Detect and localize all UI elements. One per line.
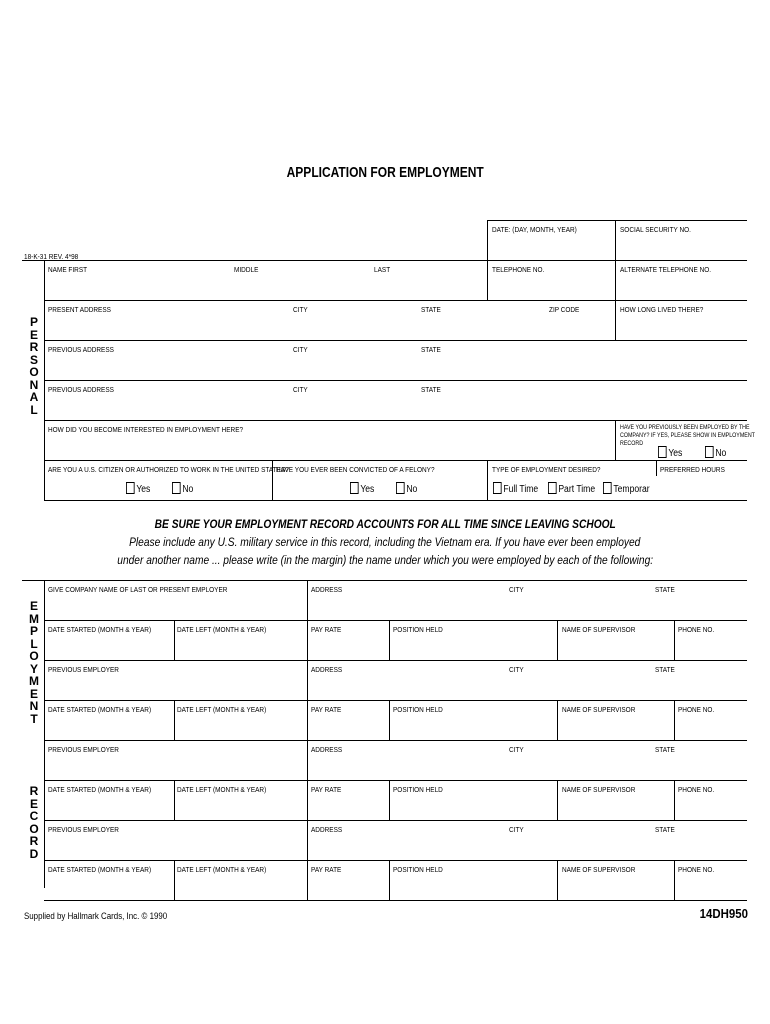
rule: [307, 620, 308, 660]
rule: [557, 860, 558, 900]
preferred-hours-field[interactable]: [659, 476, 746, 498]
present-address-field[interactable]: [47, 314, 613, 339]
sidebar-letter: T: [30, 711, 38, 726]
record-sidebar: [27, 785, 41, 860]
sidebar-letter: O: [29, 821, 39, 836]
checkbox-icon: [603, 482, 612, 494]
form-title: APPLICATION FOR EMPLOYMENT: [286, 164, 484, 181]
date-label: DATE: (DAY, MONTH, YEAR): [492, 225, 577, 234]
sidebar-letter: L: [30, 402, 38, 417]
supervisor-field[interactable]: [561, 794, 671, 819]
part-time-checkbox[interactable]: Part Time: [548, 482, 595, 496]
notice-heading: BE SURE YOUR EMPLOYMENT RECORD ACCOUNTS FOR ALL TIME SINCE LEAVING SCHOOL: [154, 517, 616, 531]
city-label: CITY: [293, 385, 308, 394]
rule: [44, 300, 747, 301]
phone-field[interactable]: [677, 794, 744, 819]
rule: [656, 460, 657, 476]
city-label: CITY: [509, 825, 524, 834]
employer-address-field[interactable]: [310, 594, 746, 619]
date-started-field[interactable]: [47, 634, 171, 659]
rule: [389, 780, 390, 820]
address-label: ADDRESS: [311, 825, 343, 834]
citizen-yes-checkbox[interactable]: Yes: [126, 482, 150, 496]
present-address-label: PRESENT ADDRESS: [48, 305, 111, 314]
rule: [307, 860, 308, 900]
phone-label: PHONE NO.: [678, 785, 715, 794]
supervisor-label: NAME OF SUPERVISOR: [562, 625, 636, 634]
rule: [44, 500, 747, 501]
checkbox-icon: [548, 482, 557, 494]
sidebar-letter: C: [29, 809, 39, 823]
phone-field[interactable]: [677, 714, 744, 739]
date-started-label: DATE STARTED (MONTH & YEAR): [48, 865, 152, 874]
rule: [307, 660, 308, 700]
rule: [674, 620, 675, 660]
previous-address-field[interactable]: [47, 354, 746, 379]
state-label: STATE: [421, 385, 441, 394]
employer-label: GIVE COMPANY NAME OF LAST OR PRESENT EMPLOYER: [48, 585, 228, 594]
sidebar-letter: R: [29, 340, 39, 354]
sidebar-letter: S: [29, 352, 38, 367]
pay-rate-field[interactable]: [310, 714, 386, 739]
rule: [44, 380, 747, 381]
rule: [22, 260, 747, 261]
rule: [487, 460, 488, 500]
sidebar-letter: E: [29, 599, 38, 613]
pay-rate-label: PAY RATE: [311, 625, 342, 634]
rule: [174, 700, 175, 740]
rule: [44, 340, 747, 341]
notice-line-2: Please include any U.S. military service in this record, including the Vietnam era. If you have ever been employed: [129, 535, 641, 549]
employer-field[interactable]: [47, 674, 305, 699]
rule: [174, 780, 175, 820]
phone-field[interactable]: [677, 874, 744, 899]
sidebar-letter: E: [29, 686, 38, 701]
full-time-checkbox[interactable]: Full Time: [493, 482, 538, 496]
felony-no-checkbox[interactable]: No: [396, 482, 417, 496]
personal-sidebar: [27, 316, 41, 416]
checkbox-icon: [396, 482, 405, 494]
rule: [307, 700, 308, 740]
alt-telephone-field[interactable]: [618, 274, 746, 299]
rule: [307, 580, 308, 620]
address-label: ADDRESS: [311, 745, 343, 754]
date-started-label: DATE STARTED (MONTH & YEAR): [48, 625, 152, 634]
employment-sidebar: [27, 600, 41, 725]
ssn-field[interactable]: [618, 232, 746, 259]
sidebar-letter: M: [29, 674, 39, 688]
rule: [44, 620, 747, 621]
rule: [174, 620, 175, 660]
rule: [307, 820, 308, 860]
rule: [272, 460, 273, 500]
sidebar-letter: E: [29, 327, 38, 342]
rule: [22, 580, 747, 581]
how-long-field[interactable]: [618, 314, 746, 339]
employer-label: PREVIOUS EMPLOYER: [48, 825, 119, 834]
city-label: CITY: [293, 345, 308, 354]
supervisor-label: NAME OF SUPERVISOR: [562, 785, 636, 794]
rule: [44, 780, 747, 781]
sidebar-letter: E: [29, 796, 38, 811]
pay-rate-label: PAY RATE: [311, 705, 342, 714]
date-left-label: DATE LEFT (MONTH & YEAR): [177, 865, 267, 874]
position-held-label: POSITION HELD: [393, 705, 443, 714]
date-left-label: DATE LEFT (MONTH & YEAR): [177, 785, 267, 794]
rule: [674, 700, 675, 740]
name-field[interactable]: [47, 274, 485, 299]
sidebar-letter: R: [29, 784, 39, 798]
notice-line-3: under another name ... please write (in the margin) the name under which you were employed by each of the following:: [117, 553, 653, 567]
phone-label: PHONE NO.: [678, 625, 715, 634]
city-label: CITY: [293, 305, 308, 314]
ssn-label: SOCIAL SECURITY NO.: [620, 225, 691, 234]
employer-address-field[interactable]: [310, 834, 746, 859]
checkbox-icon: [705, 446, 714, 458]
employer-field[interactable]: [47, 754, 305, 779]
sidebar-letter: O: [29, 365, 39, 379]
position-held-field[interactable]: [392, 794, 554, 819]
checkbox-icon: [658, 446, 667, 458]
state-label: STATE: [655, 745, 675, 754]
rule: [307, 780, 308, 820]
name-last-label: LAST: [374, 265, 391, 274]
phone-field[interactable]: [677, 634, 744, 659]
employer-label: PREVIOUS EMPLOYER: [48, 745, 119, 754]
preferred-hours-label: PREFERRED HOURS: [660, 465, 725, 474]
interest-field[interactable]: [47, 434, 613, 459]
sidebar-letter: M: [29, 611, 39, 626]
rule: [487, 220, 747, 221]
citizen-no-checkbox[interactable]: No: [172, 482, 193, 496]
checkbox-icon: [350, 482, 359, 494]
pay-rate-field[interactable]: [310, 794, 386, 819]
rule: [674, 860, 675, 900]
rule: [674, 780, 675, 820]
date-left-label: DATE LEFT (MONTH & YEAR): [177, 705, 267, 714]
sidebar-letter: O: [29, 649, 39, 663]
date-left-label: DATE LEFT (MONTH & YEAR): [177, 625, 267, 634]
pay-rate-field[interactable]: [310, 634, 386, 659]
checkbox-icon: [493, 482, 502, 494]
employer-address-field[interactable]: [310, 754, 746, 779]
date-field[interactable]: [490, 232, 613, 259]
date-left-field[interactable]: [176, 714, 304, 739]
city-label: CITY: [509, 665, 524, 674]
date-started-label: DATE STARTED (MONTH & YEAR): [48, 705, 152, 714]
rule: [44, 740, 747, 741]
prev-employed-label-2: COMPANY? IF YES, PLEASE SHOW IN EMPLOYMENT: [620, 432, 755, 439]
felony-label: HAVE YOU EVER BEEN CONVICTED OF A FELONY?: [276, 465, 435, 474]
rule: [44, 420, 747, 421]
date-left-field[interactable]: [176, 634, 304, 659]
city-label: CITY: [509, 745, 524, 754]
phone-label: PHONE NO.: [678, 705, 715, 714]
previous-address-label: PREVIOUS ADDRESS: [48, 345, 114, 354]
checkbox-icon: [126, 482, 135, 494]
employer-label: PREVIOUS EMPLOYER: [48, 665, 119, 674]
employer-field[interactable]: [47, 594, 305, 619]
rule: [615, 420, 616, 460]
employer-field[interactable]: [47, 834, 305, 859]
address-label: ADDRESS: [311, 585, 343, 594]
sidebar-letter: Y: [29, 661, 38, 676]
sidebar-letter: N: [29, 377, 39, 392]
city-label: CITY: [509, 585, 524, 594]
rule: [389, 860, 390, 900]
position-held-label: POSITION HELD: [393, 865, 443, 874]
sidebar-letter: P: [29, 315, 38, 329]
name-middle-label: MIDDLE: [234, 265, 259, 274]
supervisor-field[interactable]: [561, 714, 671, 739]
date-started-field[interactable]: [47, 794, 171, 819]
date-started-label: DATE STARTED (MONTH & YEAR): [48, 785, 152, 794]
previous-address-field[interactable]: [47, 394, 746, 419]
citizen-label: ARE YOU A U.S. CITIZEN OR AUTHORIZED TO WORK IN THE UNITED STATES?: [48, 465, 289, 474]
sidebar-letter: N: [29, 699, 39, 713]
how-long-label: HOW LONG LIVED THERE?: [620, 305, 704, 314]
supervisor-label: NAME OF SUPERVISOR: [562, 865, 636, 874]
sidebar-letter: P: [29, 624, 38, 638]
date-left-field[interactable]: [176, 794, 304, 819]
temporary-checkbox[interactable]: Temporar: [603, 482, 650, 496]
rule: [307, 740, 308, 780]
supervisor-field[interactable]: [561, 874, 671, 899]
position-held-field[interactable]: [392, 634, 554, 659]
prev-employed-no-checkbox[interactable]: No: [705, 446, 726, 460]
prev-employed-label-3: RECORD: [620, 440, 644, 447]
zip-label: ZIP CODE: [549, 305, 580, 314]
employer-address-field[interactable]: [310, 674, 746, 699]
prev-employed-label-1: HAVE YOU PREVIOUSLY BEEN EMPLOYED BY THE: [620, 424, 750, 431]
type-desired-label: TYPE OF EMPLOYMENT DESIRED?: [492, 465, 601, 474]
rule: [44, 820, 747, 821]
form-number: 14DH950: [699, 906, 748, 921]
rule: [557, 620, 558, 660]
previous-address-label: PREVIOUS ADDRESS: [48, 385, 114, 394]
rule: [44, 460, 747, 461]
rule: [389, 620, 390, 660]
sidebar-letter: R: [29, 834, 39, 848]
checkbox-icon: [172, 482, 181, 494]
position-held-label: POSITION HELD: [393, 785, 443, 794]
date-started-field[interactable]: [47, 874, 171, 899]
supplied-by-text: Supplied by Hallmark Cards, Inc. © 1990: [24, 911, 168, 921]
supervisor-label: NAME OF SUPERVISOR: [562, 705, 636, 714]
prev-employed-yes-checkbox[interactable]: Yes: [658, 446, 682, 460]
state-label: STATE: [421, 305, 441, 314]
state-label: STATE: [655, 825, 675, 834]
rule: [44, 700, 747, 701]
rule: [615, 220, 616, 340]
name-first-label: NAME FIRST: [48, 265, 88, 274]
rule: [44, 580, 45, 888]
sidebar-letter: A: [29, 390, 39, 404]
sidebar-letter: L: [30, 636, 38, 651]
rule: [174, 860, 175, 900]
pay-rate-label: PAY RATE: [311, 785, 342, 794]
telephone-label: TELEPHONE NO.: [492, 265, 545, 274]
address-label: ADDRESS: [311, 665, 343, 674]
telephone-field[interactable]: [490, 274, 613, 299]
date-left-field[interactable]: [176, 874, 304, 899]
pay-rate-label: PAY RATE: [311, 865, 342, 874]
interest-label: HOW DID YOU BECOME INTERESTED IN EMPLOYMENT HERE?: [48, 425, 244, 434]
position-held-field[interactable]: [392, 714, 554, 739]
form-code: 18-K-31 REV. 4*98: [24, 252, 79, 261]
supervisor-field[interactable]: [561, 634, 671, 659]
rule: [44, 860, 747, 861]
state-label: STATE: [421, 345, 441, 354]
position-held-field[interactable]: [392, 874, 554, 899]
rule: [557, 780, 558, 820]
sidebar-letter: D: [29, 846, 39, 861]
rule: [557, 700, 558, 740]
state-label: STATE: [655, 585, 675, 594]
date-started-field[interactable]: [47, 714, 171, 739]
felony-yes-checkbox[interactable]: Yes: [350, 482, 374, 496]
pay-rate-field[interactable]: [310, 874, 386, 899]
rule: [44, 900, 747, 901]
state-label: STATE: [655, 665, 675, 674]
rule: [389, 700, 390, 740]
position-held-label: POSITION HELD: [393, 625, 443, 634]
rule: [44, 660, 747, 661]
phone-label: PHONE NO.: [678, 865, 715, 874]
alt-telephone-label: ALTERNATE TELEPHONE NO.: [620, 265, 712, 274]
